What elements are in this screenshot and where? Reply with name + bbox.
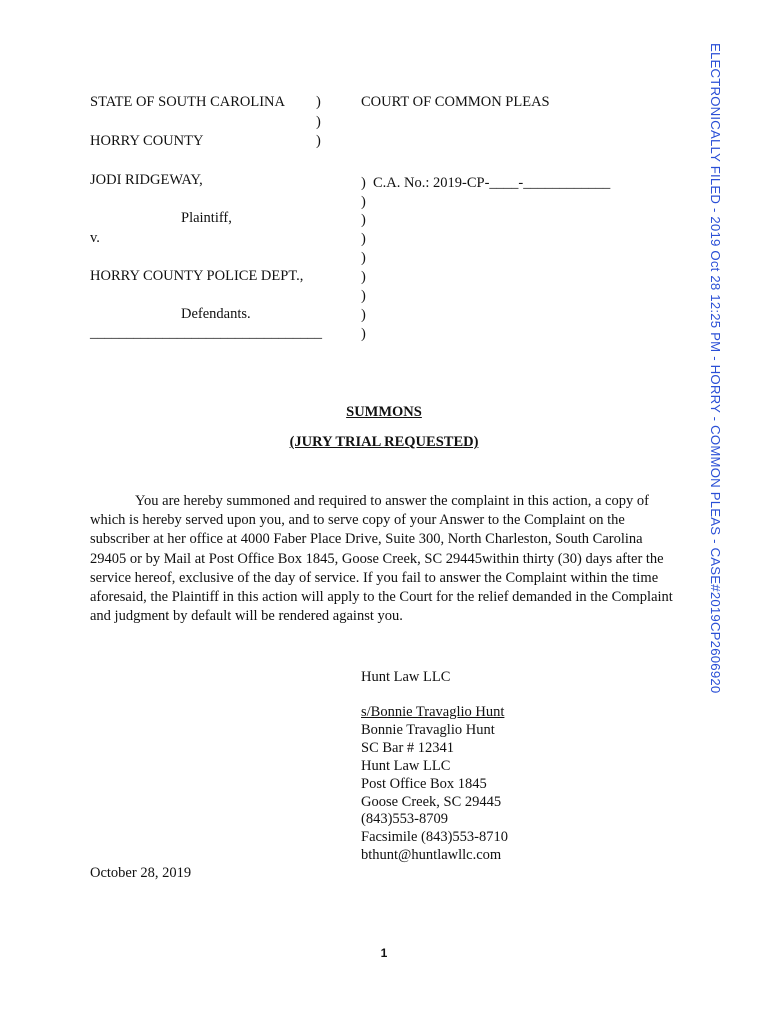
phone-number: (843)553-8709 [361, 811, 448, 827]
caption-county: HORRY COUNTY [90, 133, 204, 149]
caption-signature-line: ________________________________ [90, 325, 322, 341]
caption-paren: ) [316, 114, 321, 130]
po-box: Post Office Box 1845 [361, 776, 487, 792]
caption-paren: ) [316, 94, 321, 110]
caption-paren: ) [361, 307, 366, 323]
caption-court: COURT OF COMMON PLEAS [361, 94, 550, 110]
caption-paren: ) [316, 133, 321, 149]
caption-paren: ) [361, 250, 366, 266]
plaintiff-role: Plaintiff, [181, 210, 232, 226]
city-state-zip: Goose Creek, SC 29445 [361, 794, 502, 810]
caption-paren: ) [361, 269, 366, 285]
caption-state: STATE OF SOUTH CAROLINA [90, 94, 285, 110]
caption-paren: ) [361, 231, 366, 247]
fax-number: Facsimile (843)553-8710 [361, 829, 508, 845]
electronic-signature: s/Bonnie Travaglio Hunt [361, 704, 505, 720]
firm-name-2: Hunt Law LLC [361, 758, 451, 774]
bar-number: SC Bar # 12341 [361, 740, 455, 756]
firm-name: Hunt Law LLC [361, 669, 451, 685]
case-number: C.A. No.: 2019-CP-____-____________ [373, 175, 611, 191]
document-title: SUMMONS [346, 404, 422, 420]
caption-paren: ) [361, 212, 366, 228]
summons-body: You are hereby summoned and required to answer the complaint in this action, a copy of which is hereby served upon you, and to serve copy of your Answer to the Complaint on the subscriber at her office at 4000 Faber Place Drive, Suite 300, North Charleston, South Carolina 29405 or by Mail at Post Office Box 1845, Goose Creek, SC 29445within thirty (30) days after the service hereof, exclusive of the day of service. If you fail to answer the Complaint within the time aforesaid, the Plaintiff in this action will apply to the Court for the relief demanded in the Complaint and judgment by default will be rendered against you. [90, 493, 673, 625]
caption-defendant: HORRY COUNTY POLICE DEPT., [90, 268, 304, 284]
defendant-role: Defendants. [181, 306, 251, 322]
page-number: 1 [380, 946, 388, 960]
caption-paren: ) [361, 288, 366, 304]
document-date: October 28, 2019 [90, 865, 192, 881]
attorney-name: Bonnie Travaglio Hunt [361, 722, 495, 738]
versus-label: v. [90, 230, 100, 246]
email-address: bthunt@huntlawllc.com [361, 847, 502, 863]
caption-paren: ) [361, 175, 366, 191]
efiling-stamp: ELECTRONICALLY FILED - 2019 Oct 28 12:25 PM - HORRY - COMMON PLEAS - CASE#2019CP2606920 [708, 43, 723, 694]
caption-plaintiff: JODI RIDGEWAY, [90, 172, 203, 188]
caption-paren: ) [361, 194, 366, 210]
caption-paren: ) [361, 326, 366, 342]
document-subtitle: (JURY TRIAL REQUESTED) [289, 434, 479, 450]
